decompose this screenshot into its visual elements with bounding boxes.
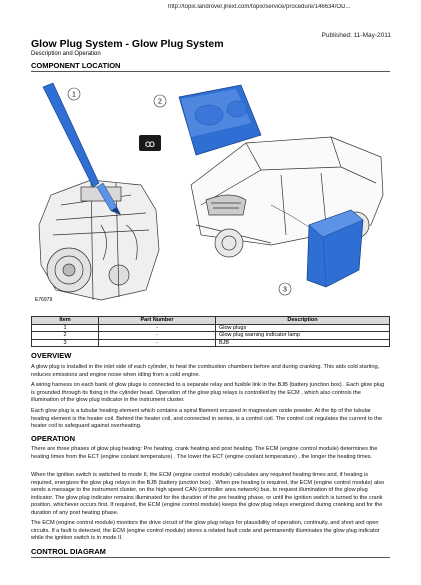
divider <box>31 71 390 72</box>
parts-table-header <box>32 317 390 325</box>
section-heading-overview: OVERVIEW <box>31 351 72 360</box>
column-header-part-number: Part Number <box>99 317 216 325</box>
part-number-cell: - <box>99 324 216 332</box>
column-header-item: Item <box>32 317 99 325</box>
callout-3-label: 3 <box>283 286 287 294</box>
part-number-cell: - <box>99 339 216 347</box>
description-cell: BJB <box>216 339 390 347</box>
operation-paragraph-3: The ECM (engine control module) monitors the drive circuit of the glow plug relays for plausibility of operation, continuity, and short and open circuits. If a fault is detected, the ECM (engine control module) stores a related fault code and permanently illuminates the glow plug indicator while the ignition switch is in mode II. <box>31 520 380 542</box>
engine-illustration <box>39 180 159 300</box>
divider <box>31 557 390 558</box>
overview-paragraph-2: A wiring harness on each bank of glow plugs is connected to a separate relay and fusible link in the BJB (battery junction box) . Each glow plug is grounded through its fixing in the cylinder head. Operation of the glow plug relays is controlled by the ECM , which also controls the illumination of the glow plug indicator in the instrument cluster. <box>31 382 385 404</box>
section-heading-component-location: COMPONENT LOCATION <box>31 61 121 70</box>
published-date: Published: 11-May-2011 <box>321 32 391 39</box>
part-number-cell: - <box>99 332 216 340</box>
parts-table <box>31 316 390 347</box>
callout-1-label: 1 <box>72 91 76 99</box>
overview-paragraph-3: Each glow plug is a tubular heating element which contains a spiral filament encased in magnesium oxide powder. At the tip of the tubular heating element is the heater coil. Behind the heater coil, and connected in series, is a control coil. The control coil regulates the current to the heater coil to safeguard against overheating. <box>31 408 382 430</box>
section-heading-operation: OPERATION <box>31 434 76 443</box>
description-cell: Glow plugs <box>216 324 390 332</box>
overview-paragraph-1: A glow plug is installed in the inlet side of each cylinder, to heat the combustion chambers before and during cranking. This aids cold starting, reduces emissions and engine noise when idling from a cold engine. <box>31 364 380 378</box>
item-cell: 2 <box>32 332 99 340</box>
page-title: Glow Plug System - Glow Plug System <box>31 38 224 50</box>
page-url: http://topix.landrover.jlrext.com/topix/service/procedure/146634/OD... <box>168 4 351 10</box>
table-row <box>32 324 390 332</box>
callout-2-label: 2 <box>158 98 162 106</box>
item-cell: 3 <box>32 339 99 347</box>
item-cell: 1 <box>32 324 99 332</box>
page-subtitle: Description and Operation <box>31 51 101 57</box>
operation-paragraph-2: When the ignition switch is switched to mode II, the ECM (engine control module) calculates any required heating times and, if heating is required, energizes the glow plug relays in the BJB (battery junction box) . When pre heating is required, the ECM (engine control module) also sends a message to the instrument cluster, on the high speed CAN (controller area network) bus, to request illumination of the glow plug indicator. The glow plug indicator remains illuminated for the duration of the pre heating phase, or until the ignition switch is turned to the crank position, whichever occurs first. If required, the ECM (engine control module) keeps the glow plug relays energized during cranking and for the duration of any post heating phase. <box>31 472 385 516</box>
component-illustration <box>31 75 391 315</box>
column-header-description: Description <box>216 317 390 325</box>
table-row <box>32 339 390 347</box>
glow-coil-glyph: ꝏ <box>144 139 156 150</box>
component-location-figure <box>31 75 391 315</box>
table-row <box>32 332 390 340</box>
operation-paragraph-1: There are three phases of glow plug heating: Pre heating, crank heating and post heating. The ECM (engine control module) determines the heating times from the ECT (engine coolant temperature) . The lower the ECT (engine coolant temperature) , the longer the heating times. <box>31 446 378 460</box>
section-heading-control-diagram: CONTROL DIAGRAM <box>31 547 106 556</box>
figure-id: E76979 <box>35 297 53 303</box>
description-cell: Glow plug warning indicator lamp <box>216 332 390 340</box>
